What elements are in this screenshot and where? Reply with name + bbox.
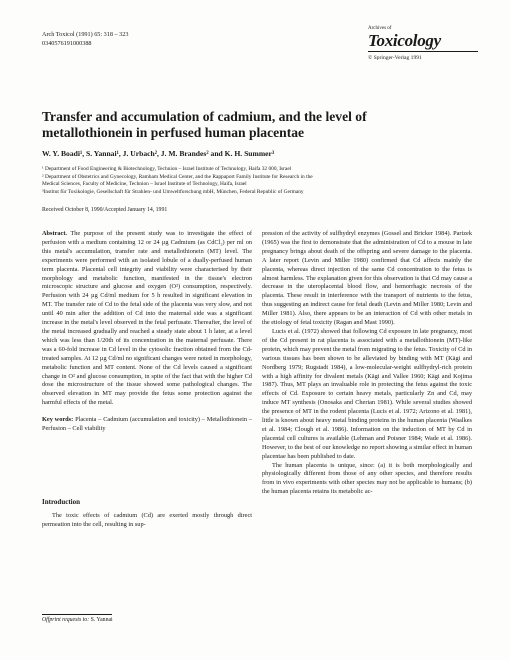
- left-column: [42, 230, 252, 530]
- body-paragraph-2: Lucis et al. (1972) showed that following Cd exposure in late pregnancy, most of the Cd present in rat placenta is associated with a metallothionein (MT)-like protein, which may prevent the metal from migrating to the fetus. Toxicity of Cd in various tissues has been shown to be alleviated by binding with MT (Kägi and Nordberg 1979; Rugstadt 1984), a low-molecular-weight sulfhydryl-rich protein with a high affinity for divalent metals (Kägi and Vallee 1960; Kägi and Kojima 1987). Thus, MT plays an invaluable role in protecting the fetus against the toxic effects of Cd. Exposure to certain heavy metals, particularly Zn and Cd, may induce MT synthesis (Onosaka and Cherian 1981). While several studies showed the presence of MT in the rodent placenta (Lucis et al. 1972; Arizono et al. 1981), little is known about heavy metal binding proteins in the human placenta (Waalkes et al. 1984; Clough et al. 1986). Information on the induction of MT by Cd in placental cell cultures is available (Lehman and Poisner 1984; Wade et al. 1986). However, to the best of our knowledge no report showing a similar effect in human placentae has been published to date.: [262, 327, 472, 460]
- author-list: W. Y. Boadi¹, S. Yannai¹, J. Urbach², J. M. Brandes² and K. H. Summer³: [42, 149, 275, 158]
- affiliation-1: ¹ Department of Food Engineering & Biotechnology, Technion – Israel Institute of Technology, Haifa 32 000, Israel: [42, 166, 292, 172]
- right-column: [262, 230, 472, 497]
- article-title: Transfer and accumulation of cadmium, and the level of metallothionein in perfused human placentae: [42, 109, 367, 140]
- abstract: [42, 230, 252, 408]
- journal-citation: Arch Toxicol (1991) 65: 318 – 323: [42, 31, 129, 38]
- affiliation-2-cont: Medical Sciences, Faculty of Medicine, Technion – Israel Institute of Technology, Haifa, Israel: [42, 181, 247, 188]
- copyright-notice: © Springer-Verlag 1991: [368, 55, 422, 61]
- affiliation-2: ² Department of Obstetrics and Gynecology, Rambam Medical Center, and the Rappaport Family Institute for Research in the: [42, 173, 313, 180]
- masthead-title: Toxicology: [368, 32, 478, 52]
- offprint-footnote: [42, 617, 113, 623]
- body-paragraph-1: pression of the activity of sulfhydryl enzymes (Gossel and Bricker 1984). Parizek (1965) was the first to demonstrate that the administration of Cd to a mouse in late pregnancy brings about death of the offspring and severe damage to the placenta. A later report (Levin and Miller 1980) confirmed that Cd affects mainly the placenta, whereas direct injection of the same Cd concentration to the fetus is almost harmless. The explanation given for this observation is that Cd may cause a decrease in the uteroplacental blood flow, and hemorrhagic necrosis of the placenta. These result in interference with the transport of nutrients to the fetus, thus suggesting an indirect cause for fetal death (Levin and Miller 1980; Levin and Miller 1981). Also, there appears to be an interaction of Cd with other metals in the etiology of fetal toxicity (Ragan and Mast 1990).: [262, 230, 472, 327]
- keywords-text: Placenta – Cadmium (accumulation and toxicity) – Metallothionein – Perfusion – Cell viability: [42, 416, 252, 433]
- journal-reference: [42, 30, 128, 48]
- masthead-small-label: Archives of: [368, 26, 392, 31]
- affiliation-3: ³Institut für Toxikologie, Gesellschaft für Strahlen- und Umweltforschung mbH, München, Federal Republic of Germany: [42, 189, 304, 196]
- body-paragraph-3: The human placenta is unique, since: (a) it is both morphologically and physiologically different from those of any other species, and therefore results from in vivo experiments with other species may not be applicable to humans; (b) the human placenta retains its metabolic ac-: [262, 461, 472, 496]
- affiliations: [42, 166, 482, 197]
- footnote-rule: [42, 614, 112, 615]
- abstract-label: Abstract.: [42, 230, 68, 237]
- keywords-label: Key words:: [42, 416, 74, 424]
- introduction-heading: Introduction: [42, 497, 80, 506]
- keywords: [42, 416, 252, 434]
- introduction-paragraph: The toxic effects of cadmium (Cd) are exerted mostly through direct permeation into the cell, resulting in sup-: [42, 511, 252, 528]
- received-dates: Received October 8, 1990/Accepted January 14, 1991: [42, 207, 168, 213]
- footnote-text: S. Yannai: [90, 617, 113, 623]
- article-code: 0340576191000388: [42, 40, 92, 47]
- footnote-label: Offprint requests to:: [42, 617, 90, 623]
- abstract-text: The purpose of the present study was to investigate the effect of perfusion with a medium containing 12 or 24 µg Cadmium (as CdCl₂) per ml on this metal's accumulation, transfer rate and metallothionein (MT) level. The experiments were performed with an isolated lobule of a dually-perfused human term placenta. Placental cell integrity and viability were characterised by their morphology and metabolic function, manifested in the tissue's electron microscopic structure and glucose and oxygen (O²) consumption, respectively. Perfusion with 24 µg Cd/ml medium for 5 h resulted in significant elevation in MT. The transfer rate of Cd to the fetal side of the placenta was very slow, and not until 40 min after the addition of Cd into the maternal side was a significant increase in the metal's level observed in the fetal perfusate. Thereafter, the level of the metal increased gradually and reached a steady state about 1 h later, at a level which was less than 1/20th of its concentration in the maternal perfusate. There was a 60-fold increase in Cd level in the cytosolic fraction obtained from the Cd-treated samples. At 12 µg Cd/ml no significant changes were noted in morphology, metabolic function and MT content. None of the Cd levels caused a significant change in O² and glucose consumption, in spite of the fact that with the higher Cd dose the microstructure of the tissue showed some pathological changes. The observed elevation in MT may provide the fetus some protection against the harmful effects of the metal.: [42, 230, 252, 407]
- journal-masthead: [368, 26, 478, 63]
